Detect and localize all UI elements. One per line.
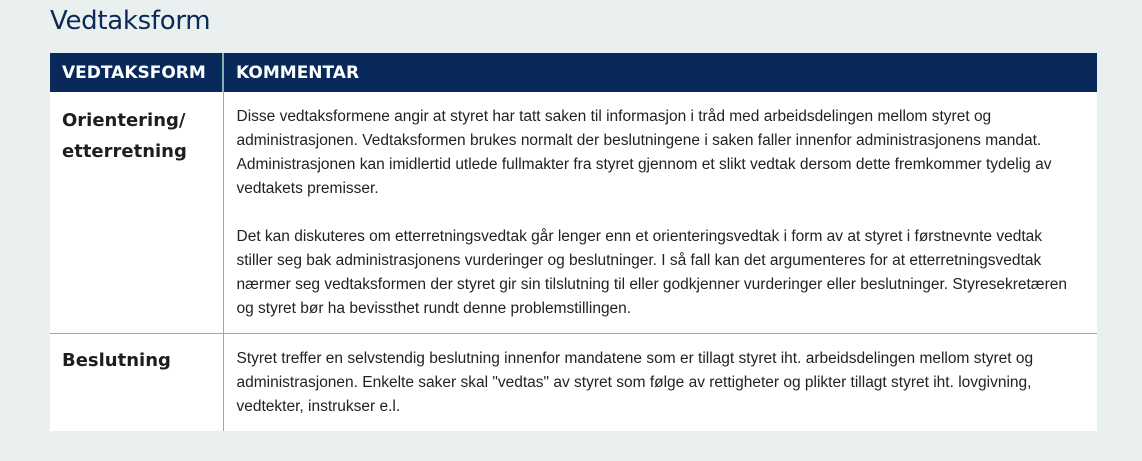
table-row [50, 92, 1097, 333]
table-row [50, 333, 1097, 431]
column-header-kommentar: KOMMENTAR [223, 53, 1097, 92]
form-cell [50, 92, 223, 333]
table-header-row [50, 53, 1097, 92]
vedtaksform-table [50, 53, 1097, 431]
comment-cell [223, 333, 1097, 431]
page-title: Vedtaksform [50, 6, 211, 36]
comment-paragraph: Disse vedtaksformene angir at styret har tatt saken til informasjon i tråd med arbeidsdelingen mellom styret og administrasjonen. Vedtaksformen brukes normalt der beslutningene i saken faller innenfor administrasjonens mandat. Administrasjonen kan imidlertid utlede fullmakter fra styret gjennom et slikt vedtak dersom dette fremkommer tydelig av vedtakets premisser. [236, 108, 1052, 197]
column-header-vedtaksform: VEDTAKSFORM [50, 53, 223, 92]
form-cell [50, 333, 223, 431]
comment-cell [223, 92, 1097, 333]
comment-paragraph: Det kan diskuteres om etterretningsvedtak går lenger enn et orienteringsvedtak i form av at styret i førstnevnte vedtak stiller seg bak administrasjonens vurderinger og beslutninger. I så fall kan det argumenteres for at etterretningsvedtak nærmer seg vedtaksformen der styret gir sin tilslutning til eller godkjenner vurderinger eller beslutninger. Styresekretæren og styret bør ha bevissthet rundt denne problemstillingen. [236, 228, 1067, 317]
form-label: Beslutning [62, 349, 171, 371]
form-label: Orientering/ etterretning [62, 110, 187, 162]
comment-paragraph: Styret treffer en selvstendig beslutning innenfor mandatene som er tillagt styret iht. arbeidsdelingen mellom styret og administrasjonen. Enkelte saker skal "vedtas" av styret som følge av rettigheter og plikter tillagt styret iht. lovgivning, vedtekter, instrukser e.l. [236, 349, 1034, 415]
